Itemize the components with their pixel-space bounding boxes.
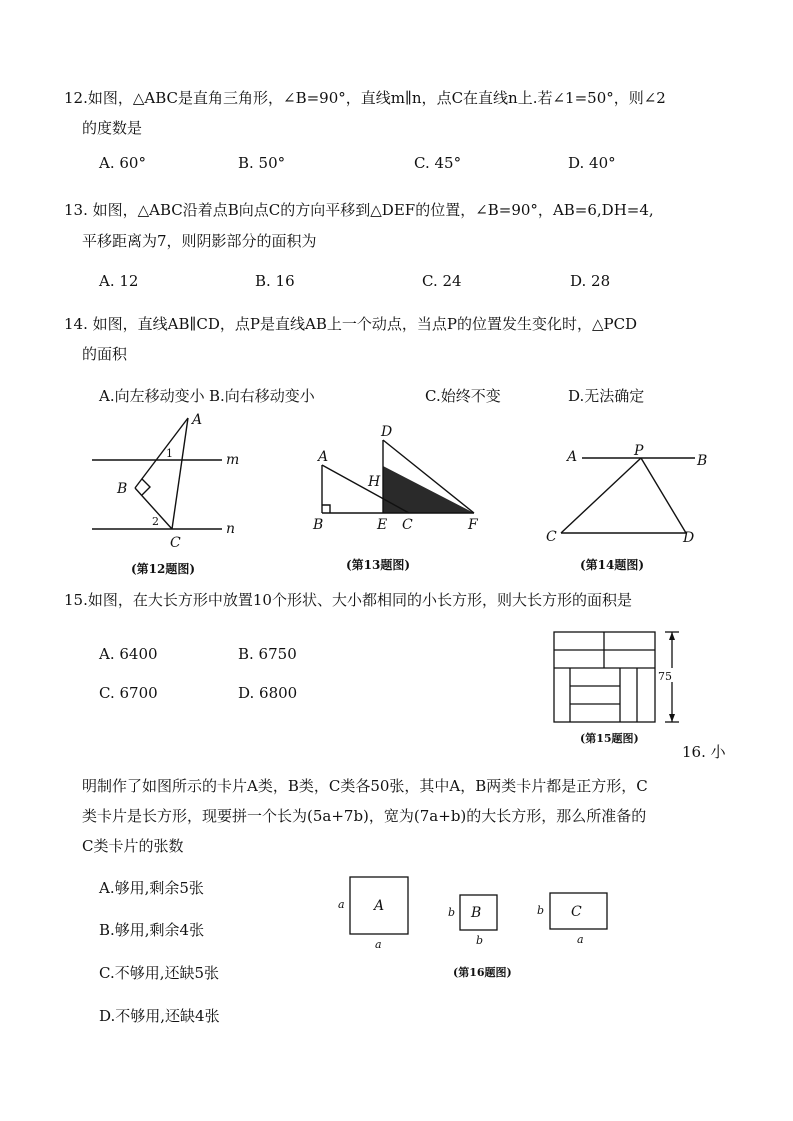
q12-stem-line2: 的度数是	[82, 119, 143, 137]
card-a-name: A	[374, 898, 385, 914]
q16-option-d: D.不够用,还缺4张	[99, 1007, 220, 1025]
q15-option-d: D. 6800	[238, 684, 298, 702]
q15-stem-line1: 15.如图，在大长方形中放置10个形状、大小都相同的小长方形，则大长方形的面积是	[64, 591, 632, 609]
card-a-side: a	[338, 898, 345, 911]
fig16-caption: (第16题图)	[453, 966, 512, 979]
card-b-bottom: b	[476, 934, 484, 947]
q14-stem-line2: 的面积	[82, 345, 128, 363]
q14-option-c: C.始终不变	[425, 387, 501, 405]
fig12-angle-2: 2	[152, 515, 159, 528]
q13-stem-line1: 13. 如图，△ABC沿着点B向点C的方向平移到△DEF的位置，∠B=90°，AB=6,DH=4,	[64, 201, 654, 219]
q12-option-b: B. 50°	[238, 154, 286, 172]
q15-option-c: C. 6700	[99, 684, 158, 702]
q13-option-c: C. 24	[422, 272, 462, 290]
fig12-label-A: A	[192, 412, 203, 428]
q16-lead: 16. 小	[682, 743, 726, 761]
fig13-label-F: F	[468, 517, 478, 533]
fig14-label-P: P	[634, 443, 644, 459]
q12-stem-line1: 12.如图，△ABC是直角三角形，∠B=90°，直线m∥n，点C在直线n上.若∠1=50°，则∠2	[64, 89, 666, 107]
q15-option-a: A. 6400	[99, 645, 158, 663]
fig12-label-B: B	[117, 481, 128, 497]
q13-option-d: D. 28	[570, 272, 611, 290]
card-a-bottom: a	[375, 938, 382, 951]
q13-stem-line2: 平移距离为7，则阴影部分的面积为	[82, 232, 317, 250]
fig13-caption: (第13题图)	[346, 558, 411, 572]
q16-option-b: B.够用,剩余4张	[99, 921, 205, 939]
q14-option-b: B.向右移动变小	[209, 387, 315, 405]
fig14-label-A: A	[567, 449, 578, 465]
card-c-bottom: a	[577, 933, 584, 946]
q14-stem-line1: 14. 如图，直线AB∥CD，点P是直线AB上一个动点，当点P的位置发生变化时，△PCD	[64, 315, 638, 333]
q15-option-b: B. 6750	[238, 645, 297, 663]
q16-stem-line2: 类卡片是长方形，现要拼一个长为(5a+7b)，宽为(7a+b)的大长方形，那么所准备的	[82, 807, 647, 825]
fig12-label-C: C	[170, 535, 181, 551]
card-b-name: B	[471, 905, 482, 921]
q14-option-a: A.向左移动变小	[99, 387, 205, 405]
q13-option-a: A. 12	[99, 272, 139, 290]
fig14-caption: (第14题图)	[580, 558, 645, 572]
q14-option-d: D.无法确定	[568, 387, 645, 405]
q16-stem-line1: 明制作了如图所示的卡片A类，B类，C类各50张，其中A，B两类卡片都是正方形，C	[82, 777, 648, 795]
q12-option-d: D. 40°	[568, 154, 616, 172]
q16-option-c: C.不够用,还缺5张	[99, 964, 220, 982]
fig15-caption: (第15题图)	[580, 732, 639, 745]
fig12-angle-1: 1	[166, 447, 173, 460]
q12-option-a: A. 60°	[99, 154, 146, 172]
fig15-dimension-label: 75	[658, 670, 672, 683]
fig12-label-n: n	[226, 521, 236, 537]
card-c-name: C	[571, 904, 582, 920]
fig14-label-D: D	[683, 530, 695, 546]
fig12-label-m: m	[226, 452, 240, 468]
card-c-side: b	[537, 904, 545, 917]
fig13-label-A: A	[318, 449, 329, 465]
card-b-side: b	[448, 906, 456, 919]
fig13-label-H: H	[368, 474, 381, 490]
fig13-label-C: C	[402, 517, 413, 533]
fig12-caption: (第12题图)	[131, 562, 196, 576]
q16-option-a: A.够用,剩余5张	[99, 879, 204, 897]
q13-option-b: B. 16	[255, 272, 295, 290]
fig14-label-C: C	[546, 529, 557, 545]
q16-stem-line3: C类卡片的张数	[82, 837, 184, 855]
q12-option-c: C. 45°	[414, 154, 462, 172]
fig14-label-B: B	[697, 453, 708, 469]
fig13-label-B: B	[313, 517, 324, 533]
fig13-label-D: D	[381, 424, 393, 440]
fig13-label-E: E	[377, 517, 388, 533]
